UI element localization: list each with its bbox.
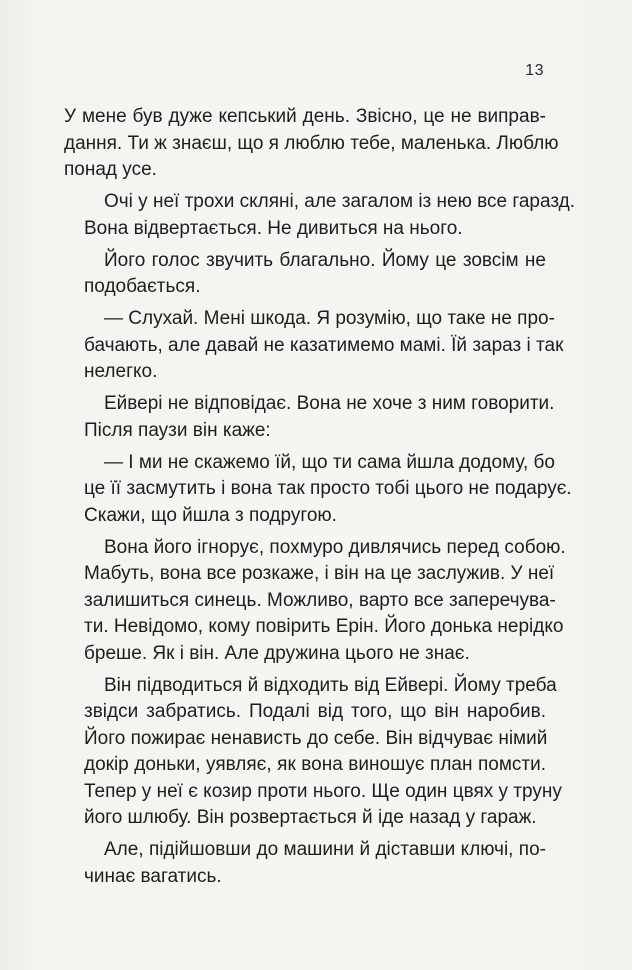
text-line: Він підводиться й відходить від Ейвері. Йому треба bbox=[104, 674, 557, 696]
text-line: Тепер у неї є козир проти нього. Ще один цвях у труну bbox=[84, 780, 562, 802]
text-line: бреше. Як і він. Але дружина цього не знає. bbox=[84, 642, 470, 664]
text-line: понад усе. bbox=[64, 159, 157, 180]
paragraph-5 bbox=[64, 391, 555, 444]
text-line: подобається. bbox=[84, 276, 201, 297]
text-line: залишиться синець. Можливо, варто все заперечува- bbox=[84, 589, 556, 611]
page-number: 13 bbox=[525, 62, 544, 79]
text-line: — Слухай. Мені шкода. Я розумію, що таке не про- bbox=[104, 308, 555, 329]
paragraph-8 bbox=[64, 673, 562, 832]
text-line: Його пожирає ненависть до себе. Він відчуває німий bbox=[84, 727, 548, 749]
text-line: Вона його ігнорує, похмуро дивлячись перед собою. bbox=[104, 536, 566, 558]
paragraph-4 bbox=[64, 306, 564, 386]
text-line: бачають, але давай не казатимемо мамі. Їй зараз і так bbox=[84, 334, 564, 356]
text-line: У мене був дуже кепський день. Звісно, це не виправ- bbox=[64, 106, 546, 127]
paragraph-7 bbox=[64, 535, 566, 668]
paragraph-9 bbox=[64, 837, 546, 890]
text-line: це її засмутить і вона так просто тобі цього не подарує. bbox=[84, 478, 572, 499]
text-line: чинає вагатись. bbox=[84, 865, 222, 887]
text-line: нелегко. bbox=[84, 361, 158, 382]
text-line: Очі у неї трохи скляні, але загалом із нею все гаразд. bbox=[104, 191, 576, 212]
text-line: Вона відвертається. Не дивиться на нього. bbox=[84, 217, 463, 239]
text-line: звідси забратись. Подалі від того, що він наробив. bbox=[84, 701, 546, 722]
text-line: Скажи, що йшла з подругою. bbox=[84, 504, 337, 526]
body-text bbox=[64, 104, 576, 896]
text-line: — І ми не скажемо їй, що ти сама йшла додому, бо bbox=[104, 451, 555, 473]
text-line: Мабуть, вона все розкаже, і він на це заслужив. У неї bbox=[84, 563, 555, 584]
paragraph-1 bbox=[64, 104, 559, 184]
text-line: Його голос звучить благально. Йому це зовсім не bbox=[104, 249, 546, 271]
text-line: дання. Ти ж знаєш, що я люблю тебе, маленька. Люблю bbox=[64, 132, 559, 154]
text-line: Але, підійшовши до машини й діставши ключі, по- bbox=[104, 839, 546, 860]
text-line: ти. Невідомо, кому повірить Ерін. Його донька нерідко bbox=[84, 616, 564, 637]
text-line: докір доньки, уявляє, як вона виношує план помсти. bbox=[84, 754, 546, 775]
text-line: Після паузи він каже: bbox=[84, 419, 271, 441]
text-line: Ейвері не відповідає. Вона не хоче з ним говорити. bbox=[104, 393, 555, 414]
paragraph-2 bbox=[64, 189, 576, 242]
paragraph-3 bbox=[64, 248, 546, 301]
paragraph-6 bbox=[64, 450, 572, 530]
text-line: його шлюбу. Він розвертається й іде назад у гараж. bbox=[84, 807, 537, 828]
